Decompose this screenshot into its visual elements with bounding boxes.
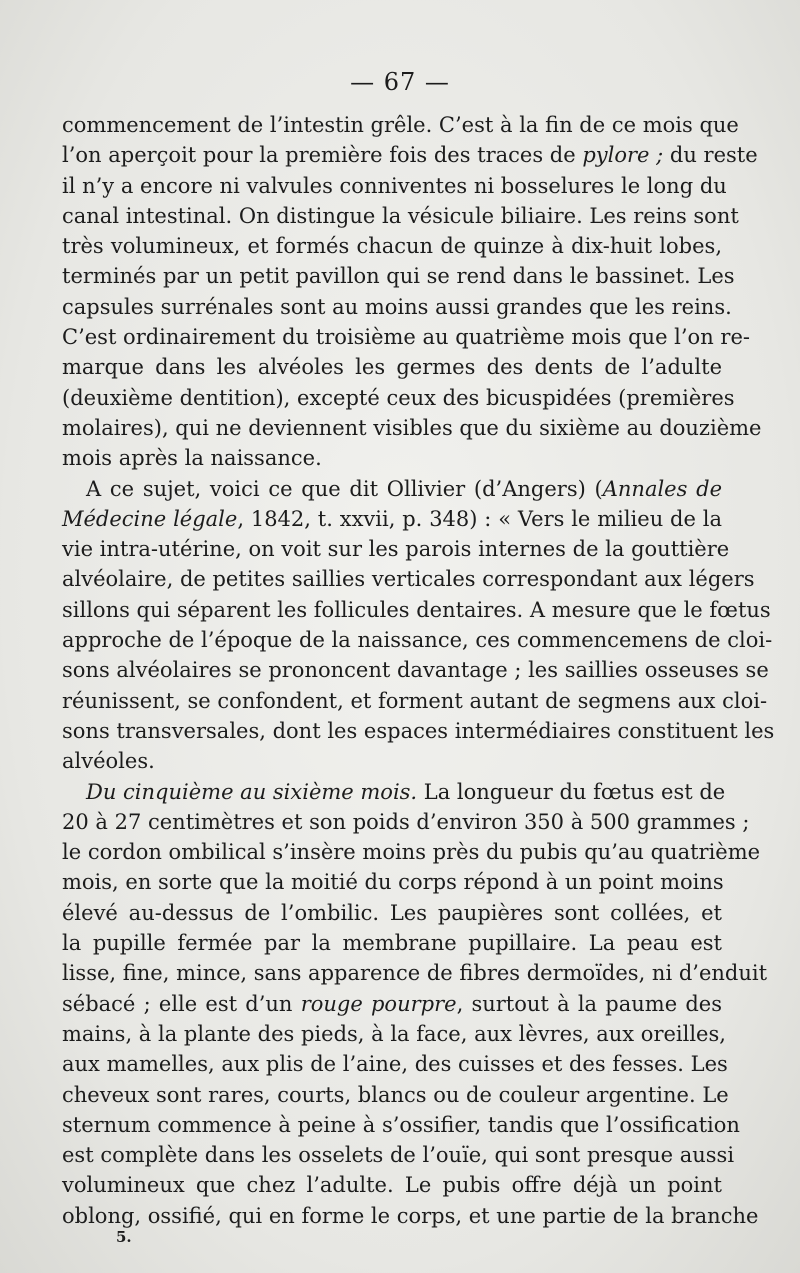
text-line: élevé au-dessus de l’ombilic. Les paupières sont collées, et	[62, 900, 722, 925]
text-line: le cordon ombilical s’insère moins près du pubis qu’au quatrième	[62, 840, 761, 865]
text-line: mois, en sorte que la moitié du corps répond à un point moins	[62, 870, 724, 895]
signature-mark: 5.	[116, 1228, 132, 1246]
body-text	[62, 110, 775, 1231]
text-line: marque dans les alvéoles les germes des dents de l’adulte	[62, 355, 722, 380]
text-line: approche de l’époque de la naissance, ces commencemens de cloi-	[62, 628, 773, 653]
text-line: est complète dans les osselets de l’ouïe, qui sont presque aussi	[62, 1143, 735, 1168]
text-line: molaires), qui ne deviennent visibles que du sixième au douzième	[62, 415, 762, 440]
text-line: vie intra-utérine, on voit sur les parois internes de la gouttière	[62, 537, 730, 562]
text-line: sons alvéolaires se prononcent davantage ; les saillies osseuses se	[62, 658, 769, 683]
italic-term: rouge pourpre	[300, 991, 457, 1016]
text-line: alvéoles.	[62, 749, 155, 774]
text-line: très volumineux, et formés chacun de quinze à dix-huit lobes,	[62, 234, 722, 259]
text-line: sébacé ; elle est d’un rouge pourpre, surtout à la paume des	[62, 991, 723, 1016]
text-line: l’on aperçoit pour la première fois des traces de pylore ; du reste	[62, 143, 758, 168]
text-line: sternum commence à peine à s’ossifier, tandis que l’ossification	[62, 1112, 740, 1137]
text-line: la pupille fermée par la membrane pupillaire. La peau est	[62, 931, 722, 956]
text-line: mains, à la plante des pieds, à la face, aux lèvres, aux oreilles,	[62, 1021, 726, 1046]
text-line: cheveux sont rares, courts, blancs ou de couleur argentine. Le	[62, 1082, 729, 1107]
text-line: 20 à 27 centimètres et son poids d’environ 350 à 500 grammes ;	[62, 809, 750, 834]
text-line: Du cinquième au sixième mois. La longueur du fœtus est de	[86, 779, 726, 804]
text-line: sillons qui séparent les follicules dentaires. A mesure que le fœtus	[62, 597, 771, 622]
text-line: commencement de l’intestin grêle. C’est à la fin de ce mois que	[62, 113, 739, 137]
text-line: mois après la naissance.	[62, 446, 322, 471]
text-line: aux mamelles, aux plis de l’aine, des cuisses et des fesses. Les	[62, 1052, 728, 1077]
section-heading: Du cinquième au sixième mois.	[86, 779, 418, 804]
italic-term: pylore ;	[582, 143, 664, 168]
text-line: volumineux que chez l’adulte. Le pubis offre déjà un point	[62, 1173, 722, 1198]
text-line: lisse, fine, mince, sans apparence de fibres dermoïdes, ni d’enduit	[62, 961, 768, 986]
text-line: capsules surrénales sont au moins aussi grandes que les reins.	[62, 294, 732, 319]
page-number: — 67 —	[350, 68, 450, 96]
text-line: canal intestinal. On distingue la vésicule biliaire. Les reins sont	[62, 203, 739, 228]
text-line: Médecine légale, 1842, t. xxvii, p. 348) : « Vers le milieu de la	[62, 506, 722, 531]
text-line: terminés par un petit pavillon qui se rend dans le bassinet. Les	[62, 264, 735, 289]
text-line: oblong, ossifié, qui en forme le corps, et une partie de la branche	[62, 1203, 759, 1228]
text-line: A ce sujet, voici ce que dit Ollivier (d’Angers) (Annales de	[86, 476, 723, 501]
text-line: (deuxième dentition), excepté ceux des bicuspidées (premières	[62, 385, 735, 410]
text-line: C’est ordinairement du troisième au quatrième mois que l’on re-	[62, 325, 750, 350]
text-line: sons transversales, dont les espaces intermédiaires constituent les	[62, 718, 775, 743]
text-line: réunissent, se confondent, et forment autant de segmens aux cloi-	[62, 688, 768, 713]
italic-citation: Médecine légale	[62, 506, 238, 531]
italic-citation: Annales de	[602, 476, 723, 501]
text-line: alvéolaire, de petites saillies verticales correspondant aux légers	[62, 567, 755, 592]
text-line: il n’y a encore ni valvules conniventes ni bosselures le long du	[62, 173, 727, 198]
